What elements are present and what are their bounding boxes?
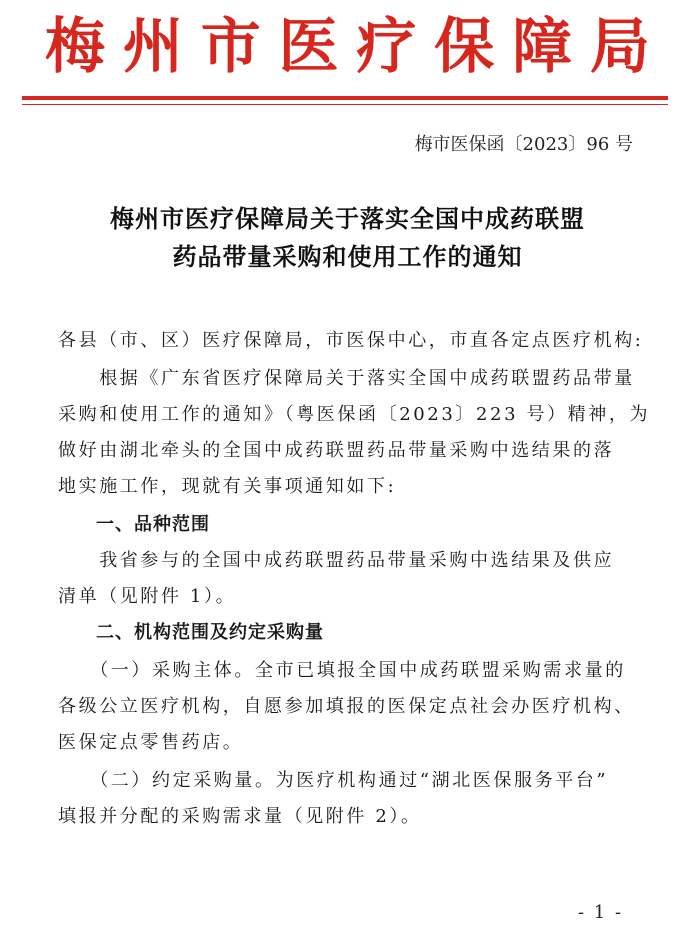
masthead-char: 疗: [356, 12, 417, 82]
page-number: - 1 -: [578, 902, 624, 923]
masthead-rule-thin: [22, 104, 668, 105]
body-line: 地实施工作，现就有关事项通知如下:: [58, 476, 397, 497]
document-number: 梅市医保函〔2023〕96 号: [414, 134, 633, 155]
masthead-char: 保: [434, 12, 495, 82]
body-line: （一）采购主体。全市已填报全国中成药联盟采购需求量的: [58, 660, 626, 681]
section-heading-2: 二、机构范围及约定采购量: [58, 622, 324, 643]
body-line: 填报并分配的采购需求量（见附件 2）。: [58, 806, 422, 827]
masthead-char: 梅: [45, 12, 105, 82]
section-heading-1: 一、品种范围: [58, 514, 210, 535]
masthead-char: 市: [200, 12, 261, 82]
body-line: 做好由湖北牵头的全国中成药联盟药品带量采购中选结果的落: [58, 440, 615, 461]
salutation: 各县（市、区）医疗保障局，市医保中心，市直各定点医疗机构:: [58, 330, 644, 351]
masthead-rule-thick: [22, 96, 668, 100]
body-line: 我省参与的全国中成药联盟药品带量采购中选结果及供应: [58, 550, 615, 571]
body-line: 医保定点零售药店。: [58, 732, 244, 753]
masthead-char: 州: [122, 12, 183, 82]
body-line: （二）约定采购量。为医疗机构通过“湖北医保服务平台”: [58, 770, 609, 791]
body-line: 采购和使用工作的通知》（粤医保函〔2023〕223 号）精神，为: [58, 404, 651, 425]
masthead-char: 局: [589, 12, 650, 82]
masthead-char: 障: [512, 12, 573, 82]
masthead-title: [40, 8, 655, 86]
document-title-line-1: 梅州市医疗保障局关于落实全国中成药联盟: [110, 205, 585, 233]
body-line: 清单（见附件 1）。: [58, 586, 237, 607]
masthead-char: 医: [278, 12, 339, 82]
body-line: 根据《广东省医疗保障局关于落实全国中成药联盟药品带量: [58, 368, 635, 389]
document-title-line-2: 药品带量采购和使用工作的通知: [172, 243, 523, 271]
body-line: 各级公立医疗机构，自愿参加填报的医保定点社会办医疗机构、: [58, 696, 635, 717]
